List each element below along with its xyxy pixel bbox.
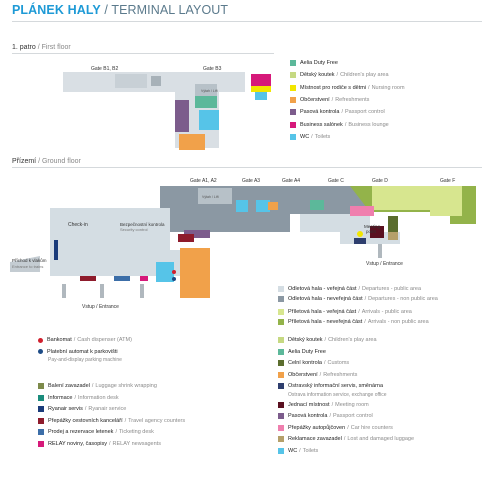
legend-separator: / (74, 394, 76, 401)
checkin-desk-2 (80, 276, 96, 281)
legend-separator: / (324, 337, 327, 343)
ground-duty-free (310, 200, 324, 210)
legend-label-en: Cash dispenser (ATM) (77, 337, 132, 343)
legend-row (278, 348, 326, 356)
legend-label-cz: Příletová hala - neveřejná část (288, 319, 363, 325)
legend-label-cz: Odletová hala - neveřejná část (288, 296, 363, 302)
legend-label-en: Passport control (344, 109, 385, 116)
services-legend-right (278, 336, 482, 486)
legend-swatch (38, 395, 44, 401)
legend-label-cz: WC (288, 447, 298, 454)
entrance-arrow-1 (62, 284, 66, 298)
legend-label-cz: Aelia Duty Free (288, 348, 326, 355)
legend-row (290, 121, 389, 129)
legend-label-en: RELAY newsagents (112, 440, 161, 447)
legend-swatch (278, 309, 284, 315)
stairs-icon (151, 76, 161, 86)
legend-row (290, 133, 330, 141)
legend-row (278, 401, 369, 409)
legend-label-cz: Dětský koutek (300, 72, 335, 79)
legend-label-cz: Místnost pro rodiče s dětmi (300, 84, 367, 91)
legend-label-en: Customs (327, 360, 350, 366)
legend-row (38, 405, 126, 413)
legend-separator: / (109, 440, 111, 447)
legend-row (38, 348, 118, 356)
legend-subtitle: Pay-and-display parking machine (48, 357, 122, 363)
legend-label-cz: Pasová kontrola (288, 413, 328, 419)
checkin-desk-3 (114, 276, 130, 281)
legend-swatch (278, 349, 284, 355)
legend-label-en: Refreshments (335, 96, 370, 103)
legend-swatch (278, 296, 284, 302)
legend-label-en: Children's play area (328, 337, 377, 343)
entrance-arrow-3 (140, 284, 144, 298)
legend-swatch (278, 360, 284, 366)
legend-swatch (278, 383, 284, 389)
lift-label: Výtah / Lift (201, 89, 218, 93)
legend-row (278, 371, 357, 379)
legend-row (290, 84, 405, 92)
legend-label-cz: RELAY noviny, časopisy (48, 440, 108, 447)
meeting-point-label-1: Meeting (364, 224, 381, 229)
legend-separator: / (91, 383, 94, 389)
first-floor-legend (290, 59, 480, 149)
legend-swatch (38, 406, 44, 412)
business-lounge-room (251, 74, 271, 86)
legend-row (278, 295, 438, 303)
legend-label-cz: Přepážky autopůjčoven (288, 424, 346, 431)
legend-separator: / (331, 401, 334, 408)
ground-floor-heading: Přízemí / Ground floor (12, 158, 81, 165)
legend-row (290, 108, 385, 116)
entrance-arrow-4 (378, 244, 382, 258)
legend-label-cz: Reklamace zavazadel (288, 436, 342, 442)
duty-free-room (195, 96, 217, 108)
legend-label-cz: Informace (48, 394, 73, 401)
legend-swatch (278, 425, 284, 431)
legend-row (38, 417, 185, 425)
legend-label-en: Travel agency counters (128, 417, 186, 424)
gate-f-label: Gate F (440, 178, 456, 184)
ground-car-hire (350, 206, 374, 216)
legend-row (278, 412, 373, 420)
parking-machine-marker (172, 277, 176, 281)
first-floor-small-wc (255, 92, 267, 100)
legend-swatch (38, 429, 44, 435)
legend-separator: / (73, 337, 76, 343)
first-floor-heading: 1. patro / First floor (12, 44, 71, 51)
refreshments-room (179, 134, 205, 150)
legend-swatch (290, 72, 296, 78)
gate-b3-label: Gate B3 (203, 66, 222, 72)
legend-swatch (278, 436, 284, 442)
legend-subtitle: Ostrava information service, exchange office (288, 391, 387, 398)
legend-swatch (290, 60, 296, 66)
legend-row (278, 318, 429, 326)
legend-swatch (278, 337, 284, 343)
legend-label-cz: Prodej a rezervace letenek (48, 429, 114, 435)
legend-row (290, 96, 369, 104)
legend-separator: / (358, 309, 360, 315)
legend-label-cz: Pasová kontrola (300, 109, 340, 116)
gate-a1-a2-label: Gate A1, A2 (190, 178, 217, 184)
legend-label-en: Ryanair service (88, 406, 127, 412)
legend-label-cz: Business salónek (300, 121, 343, 128)
first-floor-gate-b1-area (115, 74, 147, 88)
legend-label-en: Luggage shrink wrapping (95, 383, 157, 389)
gate-a4-label: Gate A4 (282, 178, 301, 184)
security-control-zone (178, 234, 194, 242)
legend-separator: / (331, 96, 334, 103)
entrance-label-main: Vstup / Entrance (82, 304, 119, 310)
legend-swatch (278, 319, 284, 325)
legend-label-en: Departures - public area (362, 286, 422, 292)
legend-separator: / (329, 413, 331, 419)
legend-label-cz: Občerstvení (300, 96, 330, 103)
ground-wc-1 (236, 200, 248, 212)
legend-dot-icon (38, 338, 43, 343)
legend-separator: / (115, 429, 117, 435)
legend-separator: / (336, 72, 339, 79)
atm-marker (172, 270, 176, 274)
legend-dot-icon (38, 349, 43, 354)
legend-separator: / (344, 121, 347, 128)
legend-separator: / (299, 447, 301, 454)
legend-label-en: Ticketing desk (118, 429, 154, 435)
title-divider (12, 21, 482, 22)
ground-lost-luggage (388, 232, 398, 240)
legend-row (290, 59, 338, 67)
legend-swatch (278, 448, 284, 454)
legend-label-cz: Přepážky cestovních kanceláří (48, 417, 123, 424)
gate-b1-b2-label: Gate B1, B2 (91, 66, 119, 72)
legend-label-en: Passport control (332, 413, 373, 419)
legend-label-cz: Ostravský informační servis, směnárna (288, 383, 384, 389)
legend-row (278, 359, 349, 367)
page-title: PLÁNEK HALY / TERMINAL LAYOUT (12, 3, 229, 17)
legend-label-en: Children's play area (340, 72, 389, 79)
security-label-en: Security control (120, 227, 148, 232)
nursing-room (251, 86, 271, 92)
legend-swatch (290, 134, 296, 140)
legend-swatch (38, 418, 44, 424)
first-floor-divider (12, 53, 274, 54)
ground-wc-main (156, 262, 174, 282)
legend-row (278, 424, 393, 432)
legend-row (38, 394, 119, 402)
legend-row (278, 447, 318, 455)
checkin-label: Check-in (68, 222, 88, 228)
gate-d-label: Gate D (372, 178, 388, 184)
legend-swatch (290, 97, 296, 103)
legend-label-cz: Jednací místnost (288, 401, 330, 408)
legend-row (290, 71, 389, 79)
ground-floor-divider (12, 167, 482, 168)
security-label-cz: Bezpečnostní kontrola (120, 222, 165, 227)
legend-label-cz: Platební automat k parkovišti (47, 348, 118, 355)
gate-a3-label: Gate A3 (242, 178, 261, 184)
legend-separator: / (341, 109, 343, 116)
legend-label-cz: Bankomat (47, 337, 72, 343)
legend-label-en: Business lounge (348, 121, 389, 128)
legend-label-en: Car hire counters (350, 424, 393, 431)
legend-row (38, 336, 132, 344)
legend-swatch (278, 413, 284, 419)
passport-control-room (175, 100, 189, 132)
legend-separator: / (343, 436, 346, 442)
legend-separator: / (124, 417, 127, 424)
legend-swatch (290, 109, 296, 115)
legend-separator: / (364, 319, 366, 325)
legend-label-en: Meeting room (335, 401, 369, 408)
legend-label-cz: Celní kontrola (288, 360, 322, 366)
legend-label-cz: Ryanair servis (48, 406, 83, 412)
entrance-arrow-2 (100, 284, 104, 298)
legend-label-cz: Balení zavazadel (48, 383, 90, 389)
legend-separator: / (319, 371, 322, 378)
legend-label-en: Arrivals - public area (361, 309, 412, 315)
legend-separator: / (364, 296, 367, 302)
relay-newsagent (140, 276, 148, 281)
legend-label-cz: Příletová hala - veřejná část (288, 309, 357, 315)
legend-swatch (278, 402, 284, 408)
ground-refreshments-gate (268, 202, 278, 210)
legend-label-en: Nursing room (371, 84, 405, 91)
legend-label-en: Arrivals - non public area (367, 319, 429, 325)
legend-label-en: Toilets (302, 447, 319, 454)
ground-customs (388, 216, 398, 232)
legend-label-en: Departures - non public area (368, 296, 438, 302)
area-legend (278, 285, 482, 327)
legend-swatch (290, 85, 296, 91)
legend-row (38, 428, 154, 436)
legend-row (278, 435, 414, 443)
legend-separator: / (358, 286, 361, 292)
legend-label-en: Toilets (314, 133, 331, 140)
train-label-cz: Příchod k vlakům (12, 258, 47, 263)
checkin-desk-1 (54, 240, 58, 260)
entrance-label-arrivals: Vstup / Entrance (366, 261, 403, 267)
legend-swatch (38, 383, 44, 389)
legend-separator: / (347, 424, 349, 431)
legend-label-cz: Dětský koutek (288, 337, 323, 343)
legend-swatch (278, 286, 284, 292)
legend-row (278, 308, 412, 316)
legend-separator: / (311, 133, 313, 140)
legend-label-cz: Občerstvení (288, 371, 318, 378)
train-label-en: Entrance to trains (12, 264, 44, 269)
legend-label-cz: Odletová hala - veřejná část (288, 286, 357, 292)
ground-info-service (354, 238, 366, 244)
legend-row (278, 285, 421, 293)
legend-row (38, 382, 157, 390)
legend-swatch (38, 441, 44, 447)
legend-separator: / (84, 406, 87, 412)
legend-row (278, 382, 383, 390)
lift-label-ground: Výtah / Lift (202, 195, 219, 199)
ground-wc-2 (256, 200, 270, 212)
first-floor-map (55, 62, 275, 156)
legend-swatch (290, 122, 296, 128)
legend-separator: / (323, 360, 326, 366)
legend-label-cz: Aelia Duty Free (300, 60, 338, 66)
legend-row (278, 336, 377, 344)
services-legend-left (38, 336, 278, 486)
legend-label-cz: WC (300, 133, 310, 140)
meeting-point-label-2: point (366, 229, 376, 234)
legend-label-en: Refreshments (323, 371, 358, 378)
legend-label-en: Lost and damaged luggage (347, 436, 415, 442)
arrivals-hall-public (300, 214, 400, 244)
ground-refreshments-main (180, 248, 210, 298)
gate-c-label: Gate C (328, 178, 344, 184)
legend-label-en: Information desk (78, 394, 119, 401)
meeting-point-marker (357, 231, 363, 237)
legend-separator: / (368, 84, 370, 91)
wc-room (199, 110, 219, 130)
legend-swatch (278, 372, 284, 378)
legend-row (38, 440, 161, 448)
